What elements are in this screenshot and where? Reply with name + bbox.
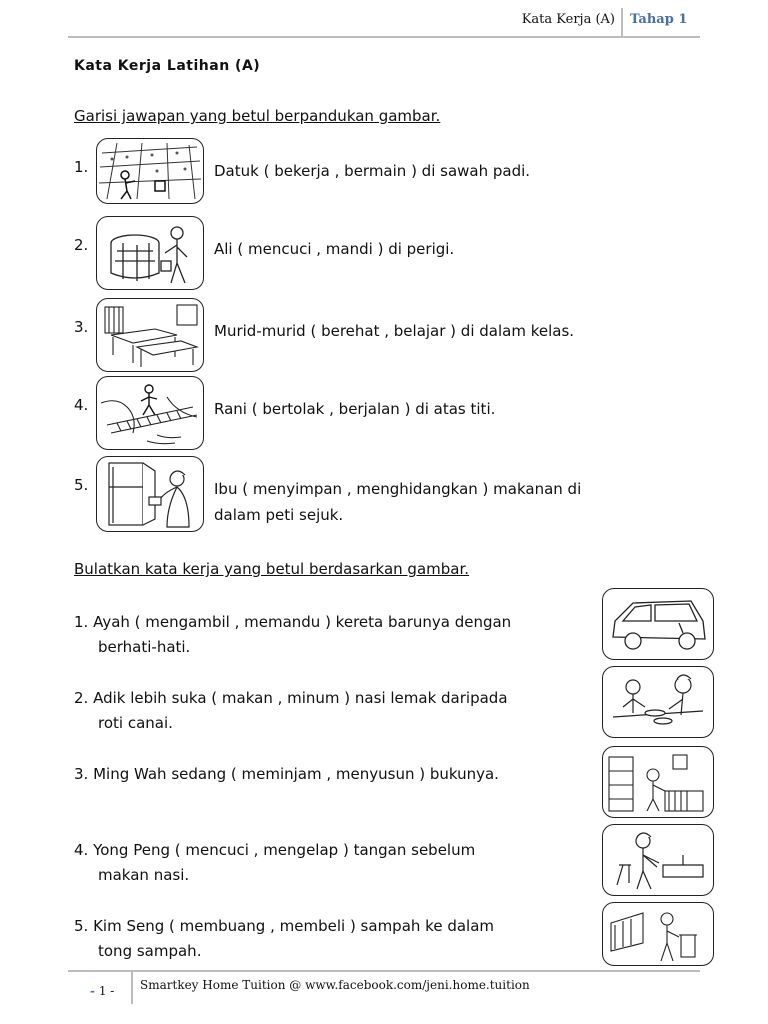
page-number: - 1 - — [90, 984, 115, 998]
item-sentence-line2: makan nasi. — [98, 866, 190, 884]
item-sentence: Datuk ( bekerja , bermain ) di sawah padi. — [214, 162, 531, 180]
item-sentence: Murid-murid ( berehat , belajar ) di dalam kelas. — [214, 322, 575, 340]
section2-instruction: Bulatkan kata kerja yang betul berdasarkan gambar. — [74, 560, 470, 578]
item-sentence-line2: tong sampah. — [98, 942, 202, 960]
classroom-picture — [96, 298, 204, 372]
item-number: 5. — [74, 476, 89, 494]
item-sentence — [74, 686, 604, 736]
page-number-value: 1 — [98, 984, 107, 998]
item-sentence-line2: berhati-hati. — [98, 638, 191, 656]
item-sentence — [74, 914, 604, 964]
item-sentence: 3. Ming Wah sedang ( meminjam , menyusun ) bukunya. — [74, 765, 499, 783]
item-sentence-line2: dalam peti sejuk. — [214, 506, 344, 524]
refrigerator-picture — [96, 456, 204, 532]
item-number: 3. — [74, 318, 89, 336]
item-sentence: Rani ( bertolak , berjalan ) di atas titi. — [214, 400, 496, 418]
well-picture — [96, 216, 204, 290]
item-sentence — [214, 476, 684, 528]
item-sentence-line1: 5. Kim Seng ( membuang , membeli ) sampah ke dalam — [74, 917, 494, 935]
item-sentence-line1: 1. Ayah ( mengambil , memandu ) kereta barunya dengan — [74, 613, 512, 631]
item-sentence-line1: Ibu ( menyimpan , menghidangkan ) makanan di — [214, 480, 582, 498]
bridge-picture — [96, 376, 204, 450]
footer-separator — [131, 970, 133, 1004]
car-picture — [602, 588, 714, 660]
item-sentence-line1: 4. Yong Peng ( mencuci , mengelap ) tangan sebelum — [74, 841, 476, 859]
item-number: 1. — [74, 158, 89, 176]
bookshelf-picture — [602, 746, 714, 818]
item-sentence: Ali ( mencuci , mandi ) di perigi. — [214, 240, 455, 258]
footer-rule — [68, 970, 700, 972]
item-sentence — [74, 610, 604, 660]
rice-field-picture — [96, 138, 204, 204]
rubbish-bin-picture — [602, 902, 714, 966]
header-subject: Kata Kerja (A) — [521, 12, 615, 27]
item-sentence-line1: 2. Adik lebih suka ( makan , minum ) nasi lemak daripada — [74, 689, 508, 707]
washing-hands-picture — [602, 824, 714, 896]
page-title: Kata Kerja Latihan (A) — [74, 58, 261, 74]
item-sentence-line2: roti canai. — [98, 714, 173, 732]
header-separator — [621, 8, 623, 36]
item-number: 4. — [74, 396, 89, 414]
header-rule — [68, 36, 700, 38]
footer-credit: Smartkey Home Tuition @ www.facebook.com/jeni.home.tuition — [140, 978, 530, 992]
header-level: Tahap 1 — [630, 12, 688, 27]
item-sentence — [74, 838, 604, 888]
section1-instruction: Garisi jawapan yang betul berpandukan gambar. — [74, 107, 441, 125]
item-number: 2. — [74, 236, 89, 254]
children-eating-picture — [602, 666, 714, 738]
